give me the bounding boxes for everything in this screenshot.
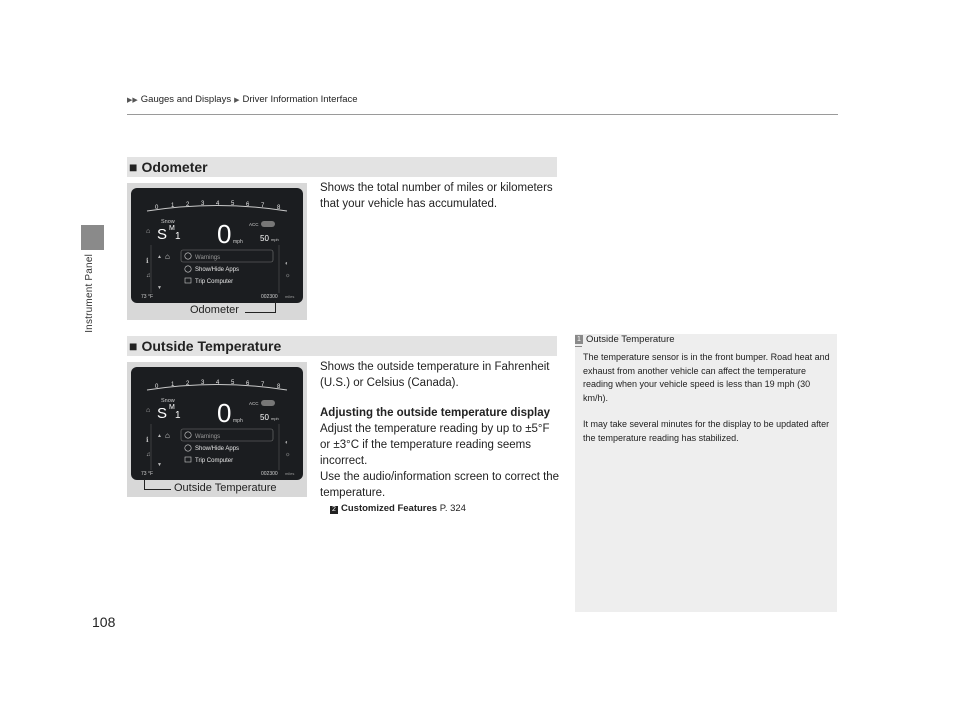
- side-icon: ℹ: [146, 258, 149, 265]
- callout-odometer: Odometer: [190, 304, 239, 316]
- breadcrumb-arrow-icon: ▶: [234, 96, 240, 104]
- side-icon: ▲: [157, 254, 162, 260]
- menu-item: Show/Hide Apps: [195, 267, 240, 273]
- acc-label: ACC: [249, 401, 259, 406]
- breadcrumb-arrow-icon: ▶▶: [127, 96, 138, 104]
- side-icon: ℹ: [146, 437, 149, 444]
- tick-label: 3: [201, 380, 205, 386]
- acc-speed: 50: [260, 413, 269, 422]
- note-marker-icon: 1: [575, 335, 583, 344]
- outside-temp: 73 °F: [141, 294, 154, 300]
- tick-label: 0: [155, 384, 159, 390]
- tick-label: 6: [246, 381, 250, 387]
- side-icon: ♫: [146, 452, 151, 458]
- speed-value: 0: [217, 398, 232, 428]
- gear-letter: S: [157, 226, 168, 243]
- ref-label: Customized Features: [341, 503, 438, 514]
- section-title: Outside Temperature: [141, 338, 282, 354]
- side-icon: ▲: [157, 433, 162, 439]
- side-icon: ⌂: [146, 228, 151, 235]
- use-text: Use the audio/information screen to correct the temperature.: [320, 471, 560, 499]
- gear-mode: M: [169, 225, 175, 232]
- instrument-display: [127, 183, 307, 320]
- note-paragraph: The temperature sensor is in the front bumper. Road heat and exhaust from another vehicle can affect the temperature reading when your vehicle speed is less than 19 mph (30 km/h).: [583, 352, 830, 403]
- note-title: Outside Temperature: [586, 334, 675, 345]
- tick-label: 7: [261, 382, 265, 388]
- menu-item: Warnings: [195, 255, 221, 261]
- page-number: 108: [92, 614, 116, 630]
- breadcrumb: [127, 94, 358, 105]
- tick-label: 7: [261, 203, 265, 209]
- cross-reference[interactable]: [330, 501, 560, 517]
- note-header: [575, 334, 675, 345]
- note-paragraph: It may take several minutes for the display to be updated after the temperature reading has stabilized.: [583, 419, 830, 443]
- tick-label: 2: [186, 381, 190, 387]
- gear-number: 1: [175, 231, 181, 242]
- speed-value: 0: [217, 219, 232, 249]
- tick-label: 4: [216, 380, 220, 386]
- callout-outside-temp: Outside Temperature: [174, 482, 277, 494]
- outside-temp-illustration: [127, 362, 307, 497]
- acc-speed: 50: [260, 234, 269, 243]
- odometer-unit: miles: [285, 294, 295, 299]
- display-graphic: [261, 400, 275, 406]
- chapter-label: Instrument Panel: [84, 254, 95, 333]
- adjust-text: Adjust the temperature reading by up to ±5°F or ±3°C if the temperature reading seems incorrect.: [320, 423, 550, 467]
- menu-item: Show/Hide Apps: [195, 446, 240, 452]
- tick-label: 3: [201, 201, 205, 207]
- tick-label: 0: [155, 205, 159, 211]
- display-graphic: [261, 221, 275, 227]
- side-icon: ⌂: [146, 407, 151, 414]
- tick-label: 4: [216, 201, 220, 207]
- callout-leader: [144, 489, 171, 490]
- note-body: [583, 351, 833, 445]
- adjust-heading: Adjusting the outside temperature display: [320, 407, 551, 419]
- section-header-outside-temp: [127, 336, 557, 356]
- square-bullet-icon: ■: [129, 338, 138, 354]
- chapter-tab: [81, 225, 104, 250]
- callout-leader: [245, 312, 275, 313]
- odometer-unit: miles: [285, 471, 295, 476]
- gear-mode: M: [169, 404, 175, 411]
- side-icon: ▼: [157, 462, 162, 468]
- side-icon: ♫: [146, 273, 151, 279]
- square-bullet-icon: ■: [129, 159, 138, 175]
- odometer-value: 002300: [261, 294, 278, 300]
- drive-mode: Snow: [161, 398, 175, 404]
- callout-leader: [144, 479, 145, 489]
- tick-label: 5: [231, 380, 235, 386]
- tick-label: 6: [246, 202, 250, 208]
- home-icon: ⌂: [165, 431, 170, 440]
- menu-item: Trip Computer: [195, 279, 234, 285]
- drive-mode: Snow: [161, 219, 175, 225]
- tick-label: 5: [231, 201, 235, 207]
- breadcrumb-part2[interactable]: Driver Information Interface: [242, 94, 358, 105]
- acc-label: ACC: [249, 222, 259, 227]
- tick-label: 8: [277, 384, 281, 390]
- side-icon: ☼: [285, 452, 291, 458]
- menu-item: Warnings: [195, 434, 221, 440]
- outside-temp-description: [320, 359, 560, 517]
- speed-unit: mph: [233, 239, 243, 245]
- instrument-display: [127, 362, 307, 497]
- tick-label: 1: [171, 382, 175, 388]
- acc-unit: mph: [271, 416, 279, 421]
- acc-unit: mph: [271, 237, 279, 242]
- header-rule: [127, 114, 838, 115]
- outside-temp: 73 °F: [141, 471, 154, 477]
- home-icon: ⌂: [165, 252, 170, 261]
- outside-temp-intro: Shows the outside temperature in Fahrenheit (U.S.) or Celsius (Canada).: [320, 361, 550, 389]
- tick-label: 1: [171, 203, 175, 209]
- side-icon: ◐: [285, 440, 289, 446]
- odometer-value: 002300: [261, 471, 278, 477]
- breadcrumb-part1[interactable]: Gauges and Displays: [140, 94, 232, 105]
- gear-number: 1: [175, 410, 181, 421]
- odometer-description: Shows the total number of miles or kilometers that your vehicle has accumulated.: [320, 182, 553, 210]
- tick-label: 8: [277, 205, 281, 211]
- note-rule: [575, 346, 582, 347]
- menu-item: Trip Computer: [195, 458, 234, 464]
- speed-unit: mph: [233, 418, 243, 424]
- odometer-illustration: [127, 183, 307, 320]
- callout-leader: [275, 300, 276, 313]
- ref-page: P. 324: [439, 503, 466, 514]
- section-header-odometer: [127, 157, 557, 177]
- reference-icon: 2: [330, 506, 338, 514]
- side-icon: ☼: [285, 273, 291, 279]
- side-icon: ◐: [285, 261, 289, 267]
- gear-letter: S: [157, 405, 168, 422]
- section-title: Odometer: [141, 159, 208, 175]
- tick-label: 2: [186, 202, 190, 208]
- side-icon: ▼: [157, 285, 162, 291]
